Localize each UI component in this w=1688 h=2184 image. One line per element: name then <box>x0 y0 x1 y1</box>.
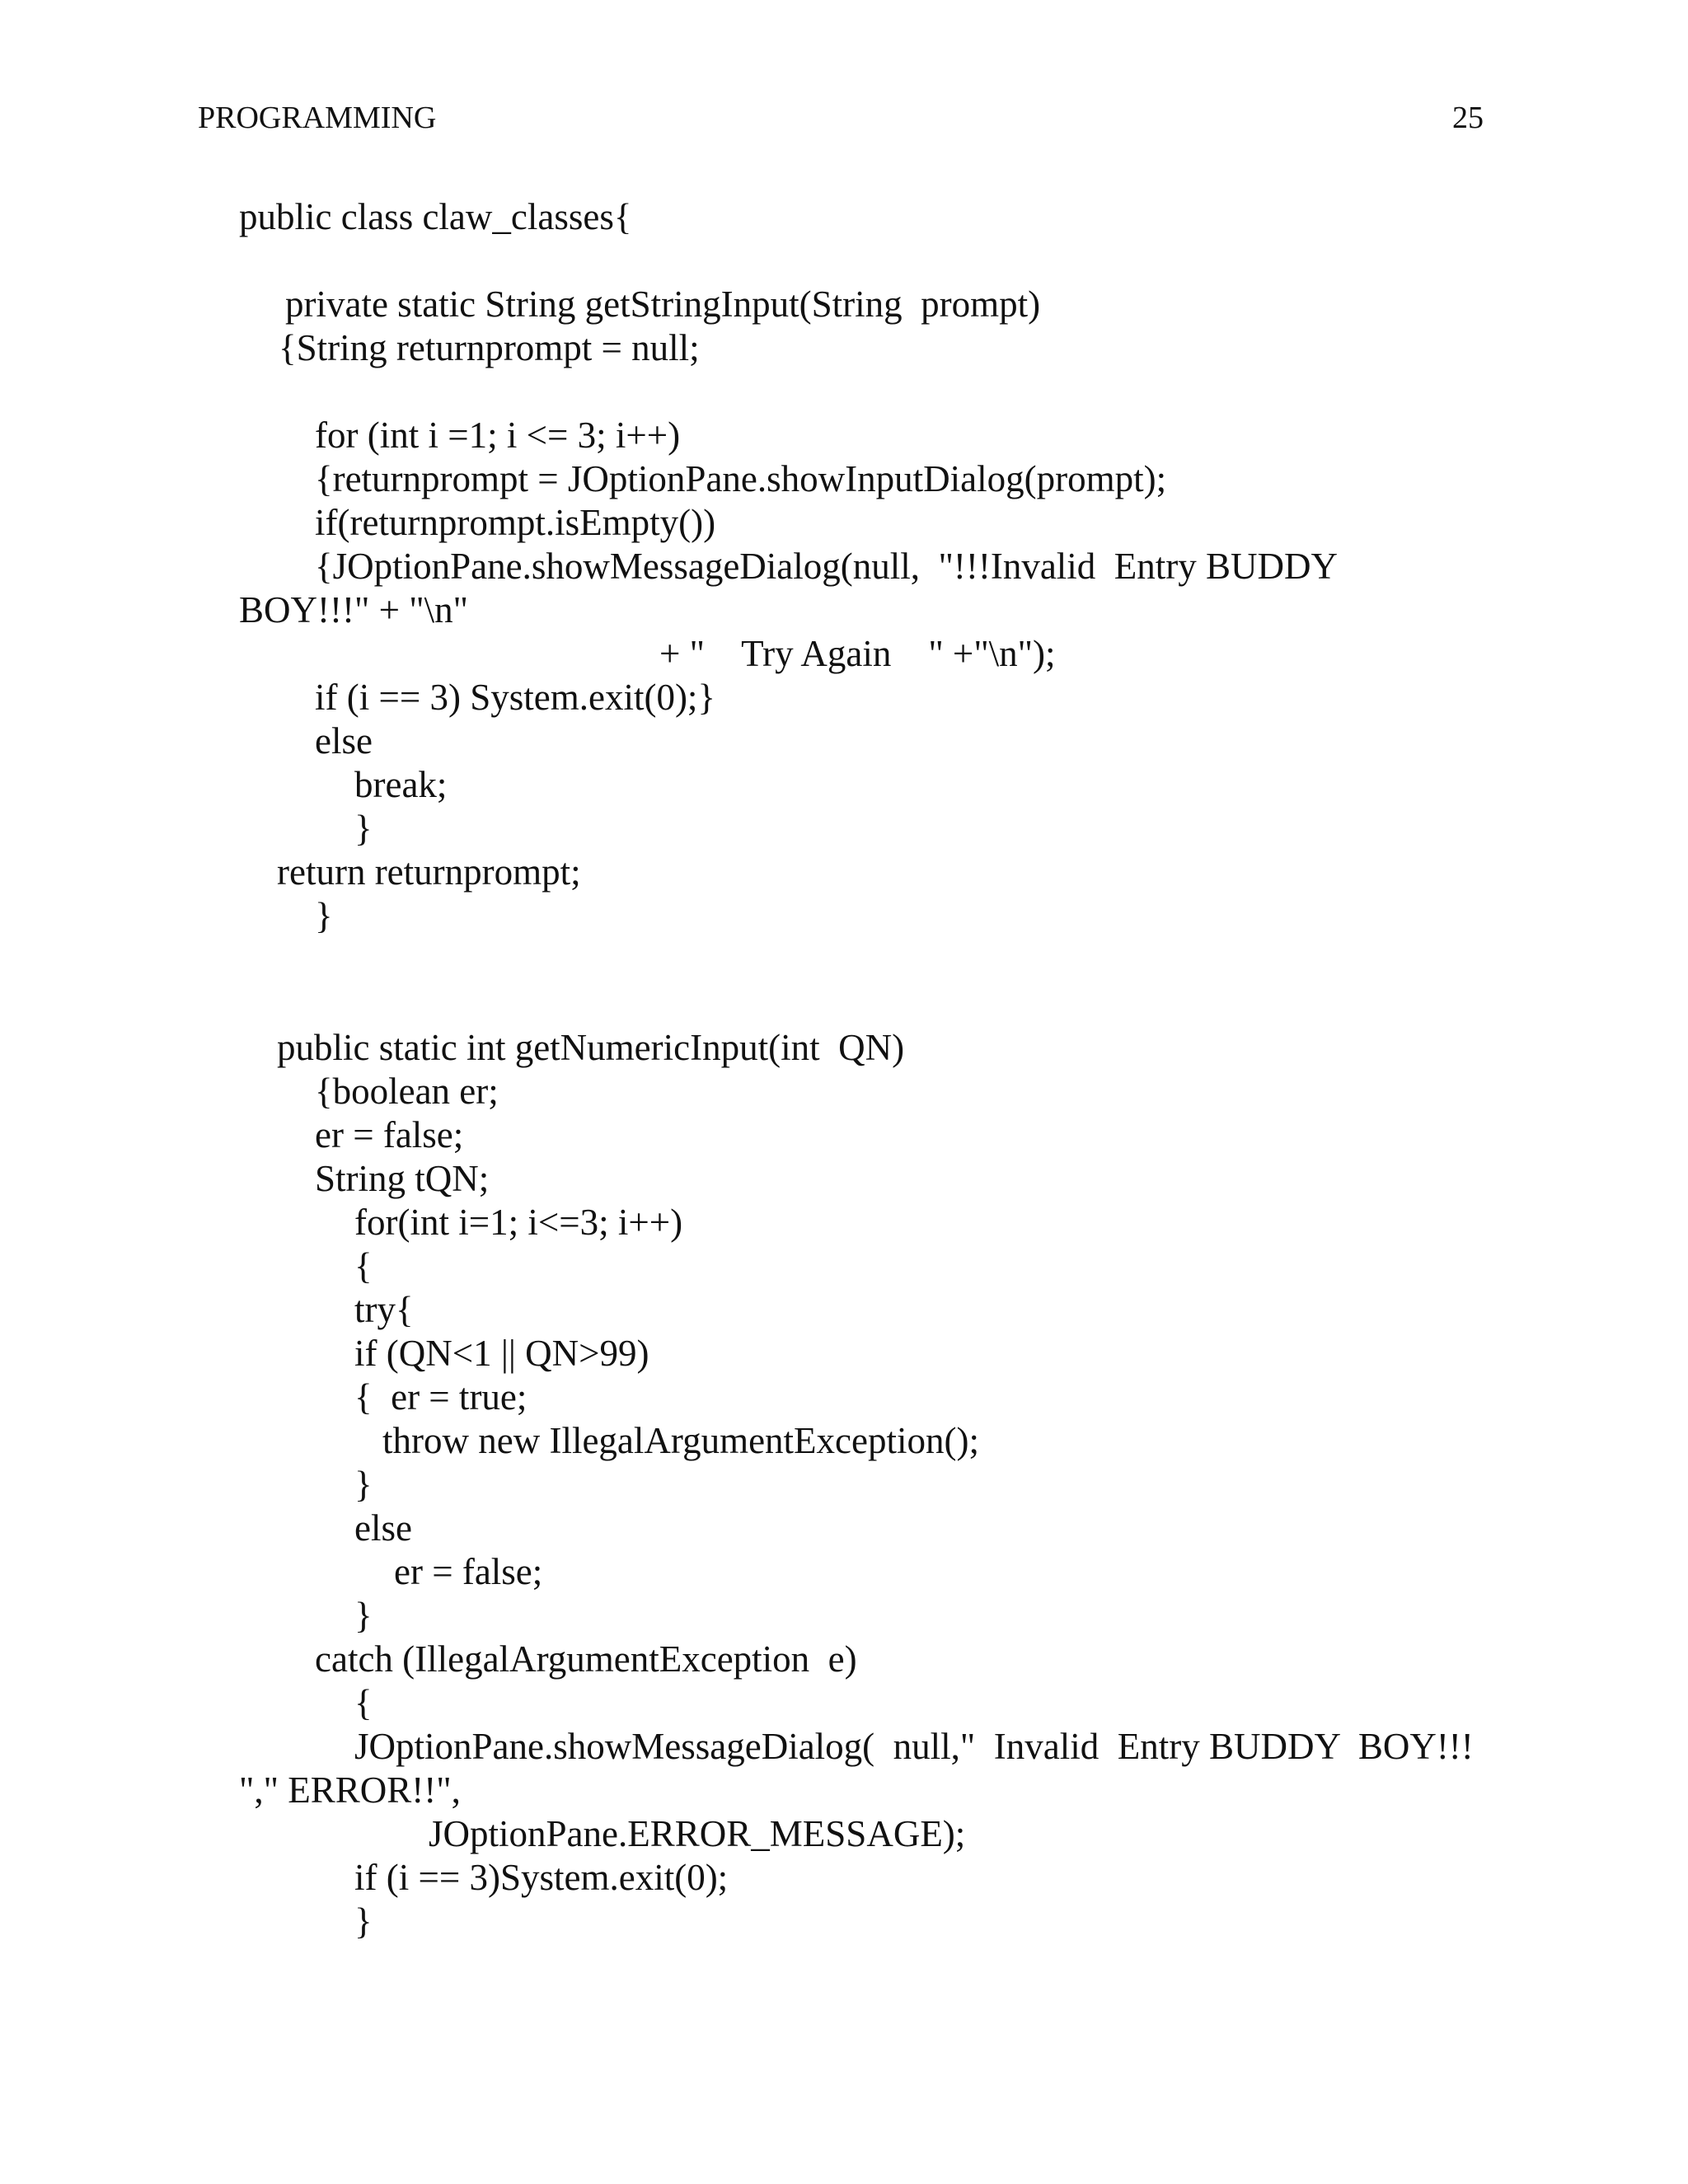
code-line: JOptionPane.ERROR_MESSAGE); <box>429 1813 966 1854</box>
code-line: else <box>315 720 373 762</box>
code-line: String tQN; <box>315 1158 490 1199</box>
code-line: throw new IllegalArgumentException(); <box>382 1420 979 1461</box>
code-line: } <box>354 1595 373 1636</box>
code-line: { <box>354 1682 373 1723</box>
code-line: er = false; <box>315 1114 464 1155</box>
code-line: catch (IllegalArgumentException e) <box>315 1638 857 1680</box>
code-line: return returnprompt; <box>277 851 581 893</box>
code-line: break; <box>354 764 448 805</box>
code-line: {boolean er; <box>315 1071 499 1112</box>
code-line: public class claw_classes{ <box>239 196 632 237</box>
code-line: {JOptionPane.showMessageDialog(null, "!!!Invalid Entry BUDDY <box>315 546 1339 587</box>
code-line: public static int getNumericInput(int QN) <box>277 1027 905 1068</box>
code-line: BOY!!!" + "\n" <box>239 589 468 630</box>
code-line: } <box>354 808 373 849</box>
code-line: if (i == 3)System.exit(0); <box>354 1857 729 1898</box>
code-line: { er = true; <box>354 1376 528 1418</box>
running-title: PROGRAMMING <box>198 101 437 135</box>
code-line: {returnprompt = JOptionPane.showInputDialog(prompt); <box>315 458 1167 499</box>
code-line: for(int i=1; i<=3; i++) <box>354 1202 683 1243</box>
code-line: } <box>354 1900 373 1942</box>
code-line: + " Try Again " +"\n"); <box>659 633 1056 674</box>
code-line: if (i == 3) System.exit(0);} <box>315 677 716 718</box>
code-line: if(returnprompt.isEmpty()) <box>315 502 716 543</box>
code-line: else <box>354 1507 412 1549</box>
code-line: } <box>315 895 333 936</box>
code-line: {String returnprompt = null; <box>279 327 700 368</box>
code-line: if (QN<1 || QN>99) <box>354 1333 649 1374</box>
code-line: try{ <box>354 1289 414 1330</box>
code-line: private static String getStringInput(String prompt) <box>285 284 1041 325</box>
page-number: 25 <box>1452 101 1484 135</box>
code-line: JOptionPane.showMessageDialog( null," Invalid Entry BUDDY BOY!!! <box>354 1726 1474 1767</box>
code-line: } <box>354 1464 373 1505</box>
page-header <box>198 95 1484 141</box>
code-line: "," ERROR!!", <box>239 1769 461 1811</box>
code-line: for (int i =1; i <= 3; i++) <box>315 415 681 456</box>
code-line: { <box>354 1245 373 1286</box>
code-line: er = false; <box>394 1551 543 1592</box>
